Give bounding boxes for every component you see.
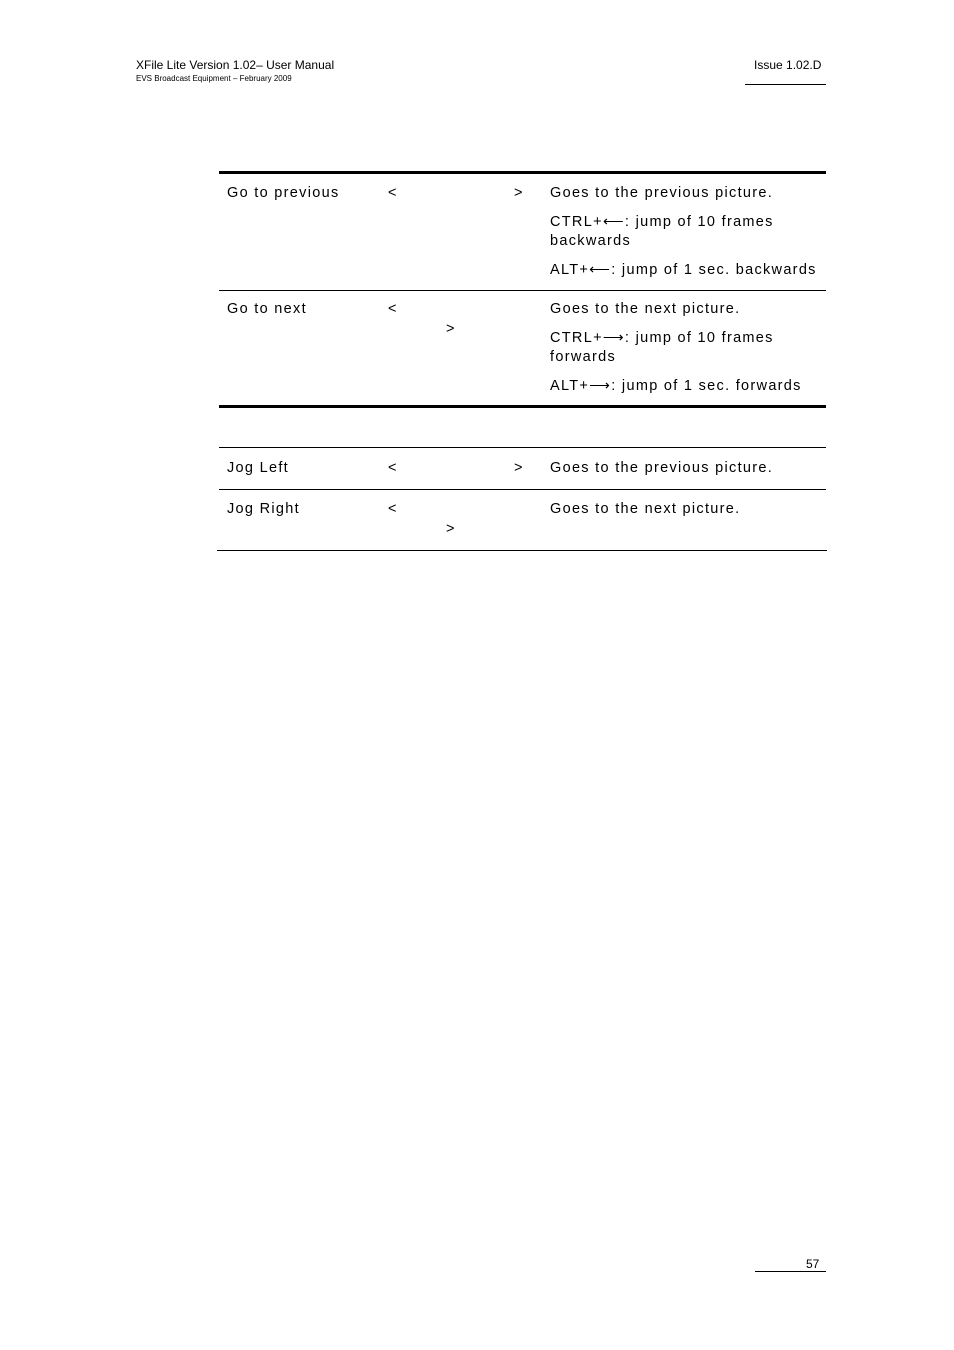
document-subtitle: EVS Broadcast Equipment – February 2009	[136, 74, 292, 83]
footer-rule	[755, 1271, 826, 1272]
key-open: <	[388, 185, 398, 201]
description-line: ALT+⟶: jump of 1 sec. forwards	[550, 378, 802, 394]
description-line: ALT+⟵: jump of 1 sec. backwards	[550, 262, 817, 278]
description-line: CTRL+⟶: jump of 10 frames forwards	[550, 330, 774, 365]
row-divider	[219, 489, 826, 490]
action-label: Jog Right	[227, 501, 300, 517]
header-rule	[745, 84, 826, 85]
description-line: CTRL+⟵: jump of 10 frames backwards	[550, 214, 774, 249]
document-title: XFile Lite Version 1.02– User Manual	[136, 58, 335, 72]
action-label: Go to next	[227, 301, 307, 317]
key-open: <	[388, 301, 398, 317]
row-divider	[219, 290, 826, 291]
table-bottom-rule	[219, 405, 826, 408]
table-bottom-rule	[217, 550, 827, 551]
description-line: Goes to the next picture.	[550, 301, 741, 317]
key-close: >	[514, 185, 524, 201]
key-open: <	[388, 460, 398, 476]
key-close: >	[514, 460, 524, 476]
description-line: Goes to the previous picture.	[550, 460, 774, 476]
table-top-rule	[219, 171, 826, 174]
page-number: 57	[806, 1257, 820, 1271]
action-label: Jog Left	[227, 460, 289, 476]
description-line: Goes to the previous picture.	[550, 185, 774, 201]
action-label: Go to previous	[227, 185, 340, 201]
description-line: Goes to the next picture.	[550, 501, 741, 517]
table-top-rule	[219, 447, 826, 448]
key-close: >	[446, 321, 456, 337]
key-close: >	[446, 521, 456, 537]
issue-label: Issue 1.02.D	[754, 58, 822, 72]
key-open: <	[388, 501, 398, 517]
